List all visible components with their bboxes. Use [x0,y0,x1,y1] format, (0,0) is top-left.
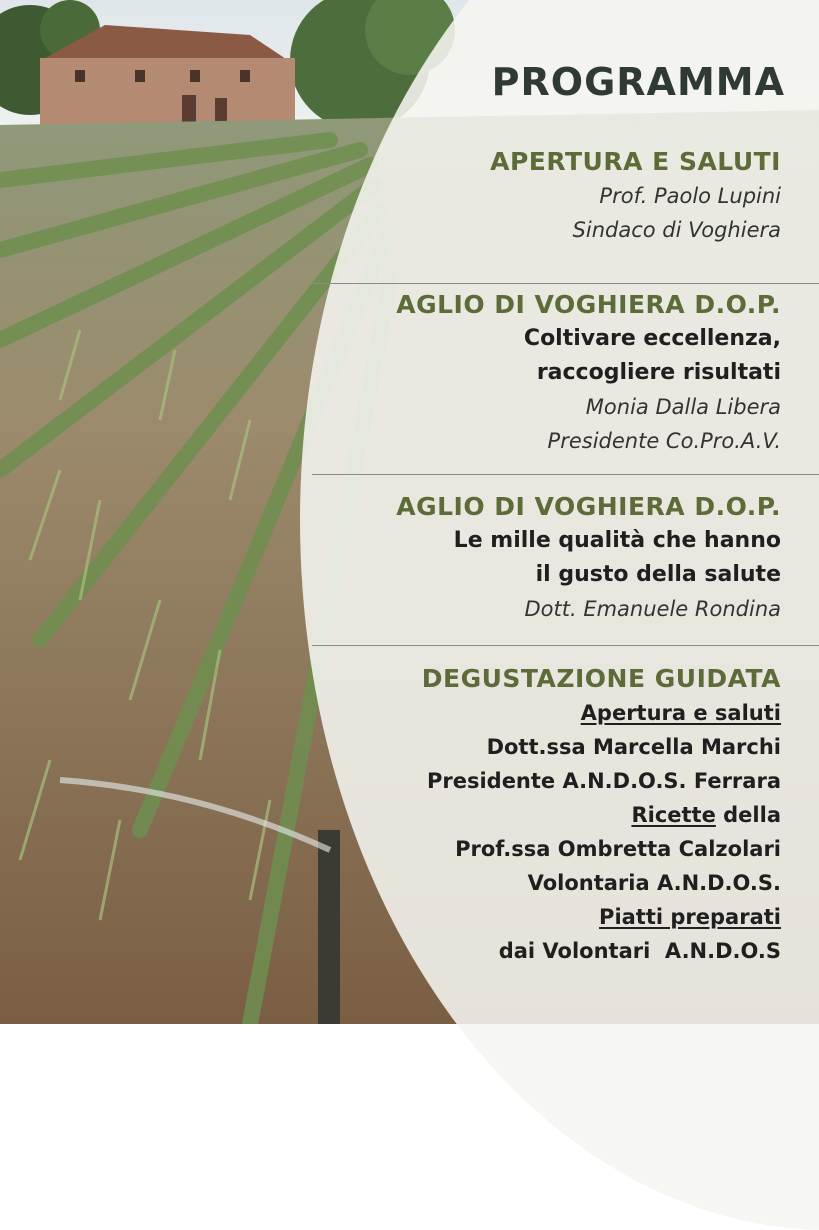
section-heading: AGLIO DI VOGHIERA D.O.P. [396,290,781,319]
talk-title-line: Le mille qualità che hanno [453,528,781,553]
speaker-role: Sindaco di Voghiera [572,218,781,242]
dishes-by: dai Volontari A.N.D.O.S [498,939,781,963]
speaker-role: Presidente Co.Pro.A.V. [547,429,781,453]
recipes-author-name: Prof.ssa Ombretta Calzolari [455,837,781,861]
section-divider [312,283,819,284]
opening-label: Apertura e saluti [580,701,781,725]
section-garlic-cultivation [396,288,781,458]
talk-title-line: Coltivare eccellenza, [523,326,781,351]
talk-title-line: raccogliere risultati [536,360,781,385]
section-heading: APERTURA E SALUTI [490,147,781,176]
section-divider [312,645,819,646]
page-title: PROGRAMMA [491,60,785,104]
recipes-author-role: Volontaria A.N.D.O.S. [527,871,781,895]
section-opening [490,145,781,247]
section-heading: DEGUSTAZIONE GUIDATA [421,664,781,693]
section-divider [312,474,819,475]
speaker-name: Monia Dalla Libera [585,395,781,419]
section-garlic-health [396,490,781,626]
dishes-label: Piatti preparati [599,905,781,929]
speaker-name: Dott. Emanuele Rondina [524,597,781,621]
section-heading: AGLIO DI VOGHIERA D.O.P. [396,492,781,521]
recipes-suffix: della [715,803,781,827]
speaker-name: Prof. Paolo Lupini [599,184,781,208]
recipes-line [422,798,781,832]
opening-speaker-role: Presidente A.N.D.O.S. Ferrara [426,769,781,793]
talk-title-line: il gusto della salute [535,562,781,587]
opening-speaker-name: Dott.ssa Marcella Marchi [486,735,781,759]
section-tasting [422,662,781,968]
recipes-label: Ricette [631,803,716,827]
